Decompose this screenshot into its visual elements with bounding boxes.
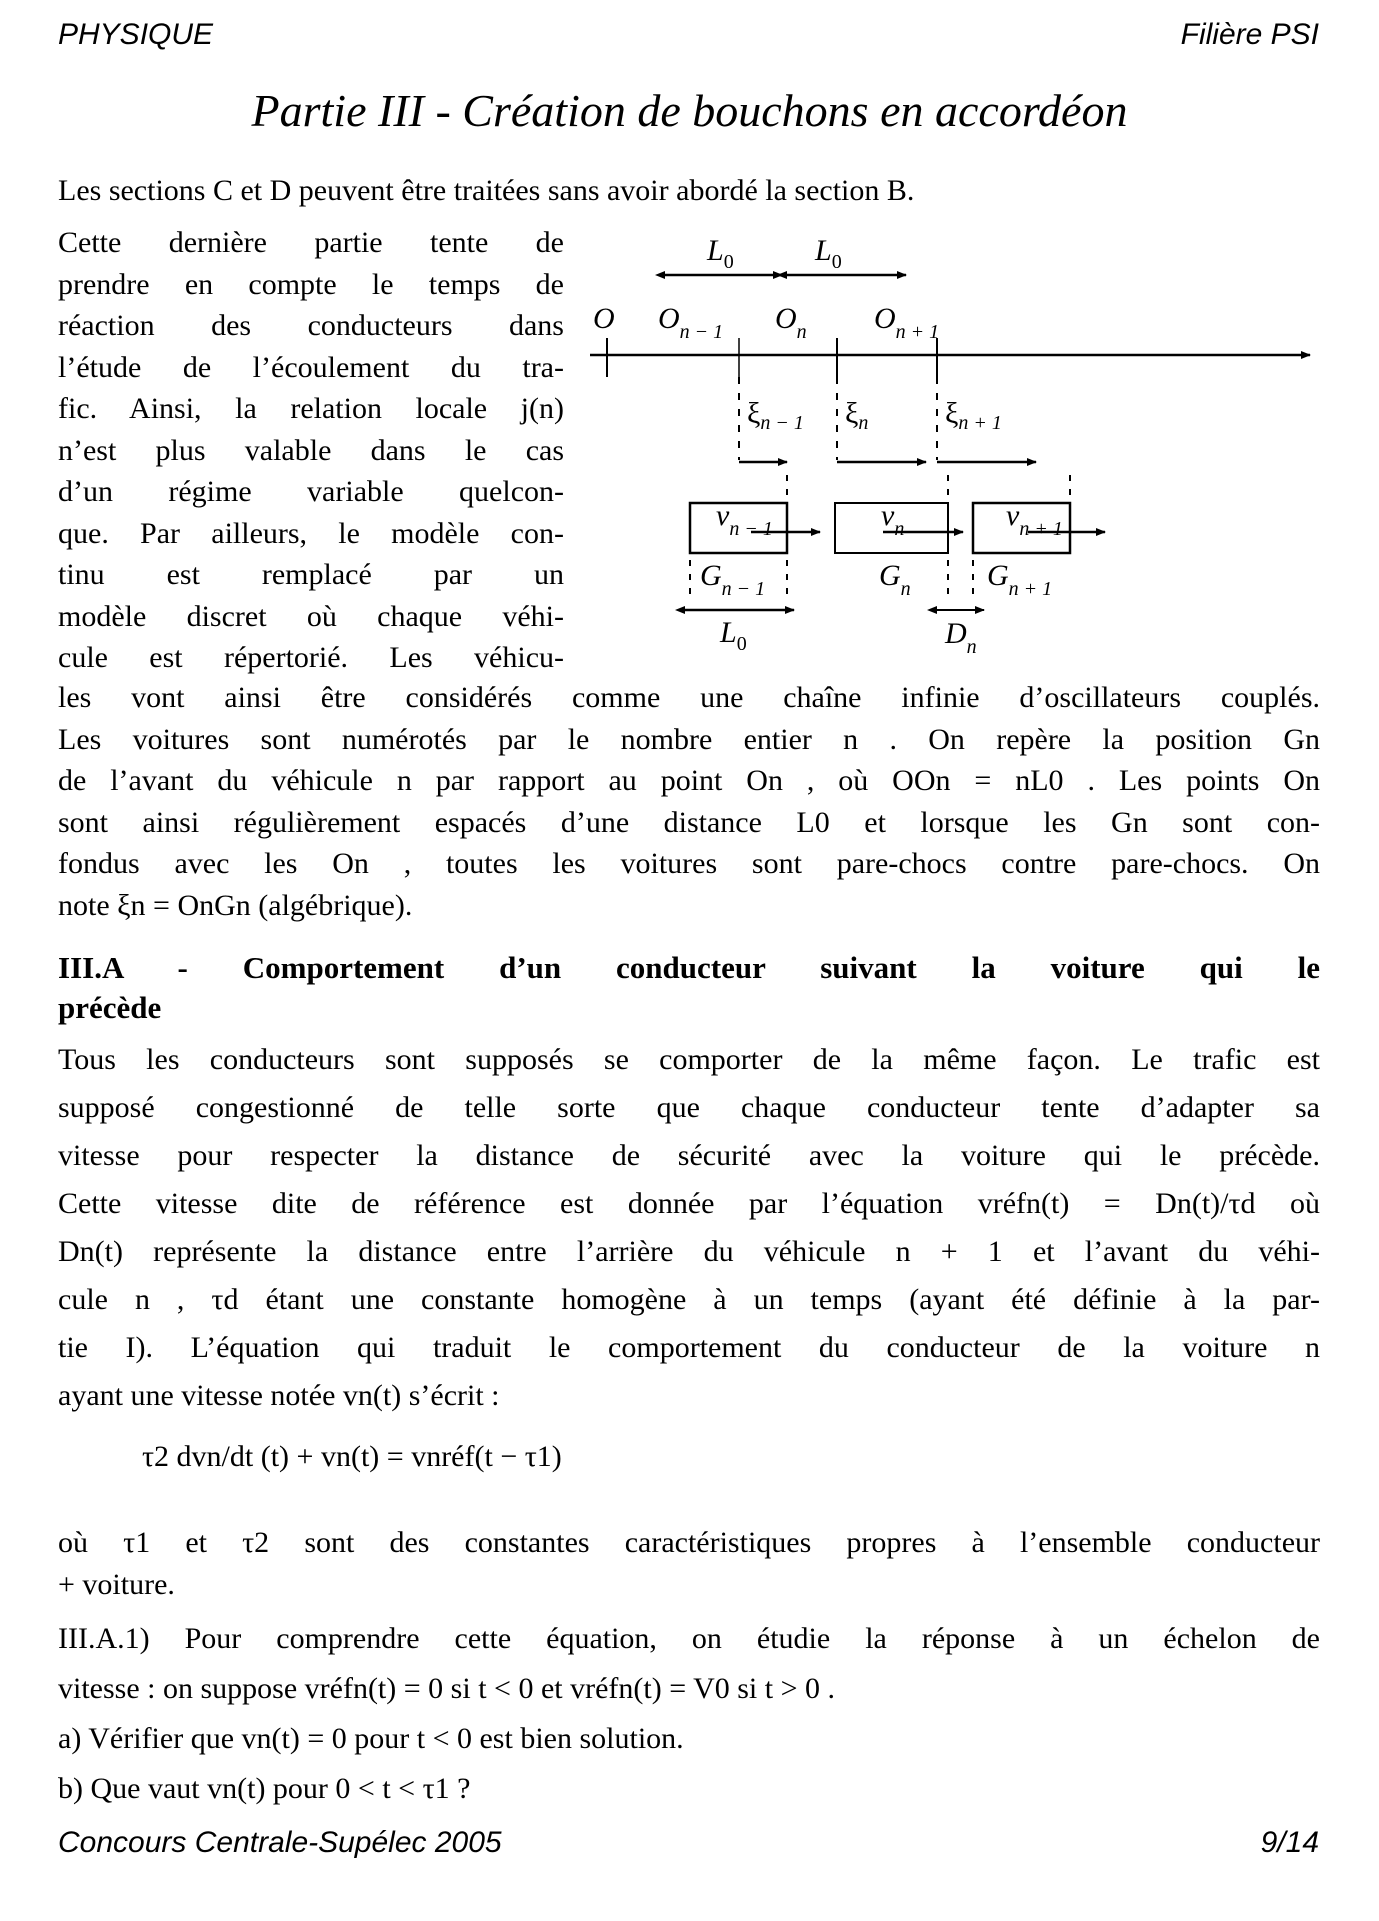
car-chain-diagram bbox=[570, 225, 1330, 655]
footer-page-number: 9/14 bbox=[1260, 1826, 1319, 1859]
question-line: III.A.1) Pour comprendre cette équation, on étudie la réponse à un échelon de bbox=[58, 1622, 1320, 1655]
text-line: cule est répertorié. Les véhicu- bbox=[58, 641, 564, 674]
velocity-label: $v_n$ bbox=[881, 499, 905, 540]
displacement-label: $\xi_{n + 1}$ bbox=[945, 397, 1002, 434]
point-label: $O_{n - 1}$ bbox=[658, 302, 724, 343]
text-line: où τ1 et τ2 sont des constantes caractéristiques propres à l’ensemble conducteur bbox=[58, 1526, 1320, 1559]
header-subject: PHYSIQUE bbox=[58, 18, 214, 51]
text-line: Tous les conducteurs sont supposés se comporter de la même façon. Le trafic est bbox=[58, 1043, 1320, 1076]
point-label: $O_{n + 1}$ bbox=[874, 302, 940, 343]
origin-label: O bbox=[593, 302, 615, 335]
text-line: fondus avec les On , toutes les voitures sont pare-chocs contre pare-chocs. On bbox=[58, 847, 1320, 880]
spacing-label: $L_0$ bbox=[707, 234, 734, 273]
text-line: que. Par ailleurs, le modèle con- bbox=[58, 516, 564, 550]
car-length-label: $L_0$ bbox=[720, 616, 747, 655]
text-line: Dn(t) représente la distance entre l’arrière du véhicule n + 1 et l’avant du véhi- bbox=[58, 1235, 1320, 1268]
text-line: ayant une vitesse notée vn(t) s’écrit : bbox=[58, 1379, 500, 1412]
question-line: vitesse : on suppose vréfn(t) = 0 si t < 0 et vréfn(t) = V0 si t > 0 . bbox=[58, 1672, 836, 1705]
spacing-label: $L_0$ bbox=[815, 234, 842, 273]
driver-equation: τ2 dvn/dt (t) + vn(t) = vnréf(t − τ1) bbox=[142, 1440, 562, 1473]
text-line: réaction des conducteurs dans bbox=[58, 309, 564, 342]
text-line: tinu est remplacé par un bbox=[58, 558, 564, 591]
velocity-label: $v_{n - 1}$ bbox=[716, 499, 773, 540]
text-line: les vont ainsi être considérés comme une chaîne infinie d’oscillateurs couplés. bbox=[58, 681, 1320, 714]
gap-label: $D_n$ bbox=[945, 617, 977, 655]
point-label: $O_n$ bbox=[775, 302, 807, 343]
section-title-line: III.A - Comportement d’un conducteur suivant la voiture qui le bbox=[58, 950, 1320, 985]
header-track: Filière PSI bbox=[1180, 18, 1319, 51]
text-line: Cette vitesse dite de référence est donnée par l’équation vréfn(t) = Dn(t)/τd où bbox=[58, 1187, 1320, 1220]
text-line: + voiture. bbox=[58, 1568, 175, 1601]
text-line: fic. Ainsi, la relation locale j(n) bbox=[58, 392, 564, 425]
car-front-label: $G_{n - 1}$ bbox=[700, 559, 766, 600]
car-front-label: $G_n$ bbox=[879, 559, 911, 600]
text-line: d’un régime variable quelcon- bbox=[58, 475, 564, 508]
text-line: Les voitures sont numérotés par le nombre entier n . On repère la position Gn bbox=[58, 722, 1320, 756]
question-block bbox=[58, 1614, 1320, 1814]
part-title: Partie III - Création de bouchons en accordéon bbox=[251, 85, 1128, 136]
text-line: de l’avant du véhicule n par rapport au point On , où OOn = nL0 . Les points On bbox=[58, 764, 1320, 797]
text-line: vitesse pour respecter la distance de sécurité avec la voiture qui le précède. bbox=[58, 1139, 1320, 1172]
question-b: b) Que vaut vn(t) pour 0 < t < τ1 ? bbox=[58, 1772, 471, 1805]
left-column-paragraph bbox=[58, 222, 564, 679]
paragraph-behavior bbox=[58, 1036, 1320, 1420]
velocity-label: $v_{n + 1}$ bbox=[1006, 499, 1063, 540]
text-line: note ξn = OnGn (algébrique). bbox=[58, 888, 413, 922]
paragraph-constants bbox=[58, 1522, 1320, 1606]
section-title bbox=[58, 948, 1320, 1028]
text-line: Cette dernière partie tente de bbox=[58, 226, 564, 259]
paragraph-model bbox=[58, 677, 1320, 926]
text-line: supposé congestionné de telle sorte que chaque conducteur tente d’adapter sa bbox=[58, 1091, 1320, 1124]
text-line: prendre en compte le temps de bbox=[58, 267, 564, 301]
text-line: sont ainsi régulièrement espacés d’une distance L0 et lorsque les Gn sont con- bbox=[58, 805, 1320, 839]
displacement-label: $\xi_n$ bbox=[845, 397, 869, 434]
intro-text: Les sections C et D peuvent être traitées sans avoir abordé la section B. bbox=[58, 174, 915, 207]
car-front-label: $G_{n + 1}$ bbox=[987, 559, 1053, 600]
text-line: n’est plus valable dans le cas bbox=[58, 433, 564, 467]
text-line: l’étude de l’écoulement du tra- bbox=[58, 350, 564, 384]
displacement-label: $\xi_{n - 1}$ bbox=[747, 397, 804, 434]
text-line: modèle discret où chaque véhi- bbox=[58, 599, 564, 633]
text-line: tie I). L’équation qui traduit le comportement du conducteur de la voiture n bbox=[58, 1331, 1320, 1364]
footer-contest: Concours Centrale-Supélec 2005 bbox=[58, 1826, 502, 1859]
question-a: a) Vérifier que vn(t) = 0 pour t < 0 est bien solution. bbox=[58, 1722, 684, 1755]
text-line: cule n , τd étant une constante homogène à un temps (ayant été définie à la par- bbox=[58, 1283, 1320, 1316]
section-title-line: précède bbox=[58, 990, 162, 1025]
